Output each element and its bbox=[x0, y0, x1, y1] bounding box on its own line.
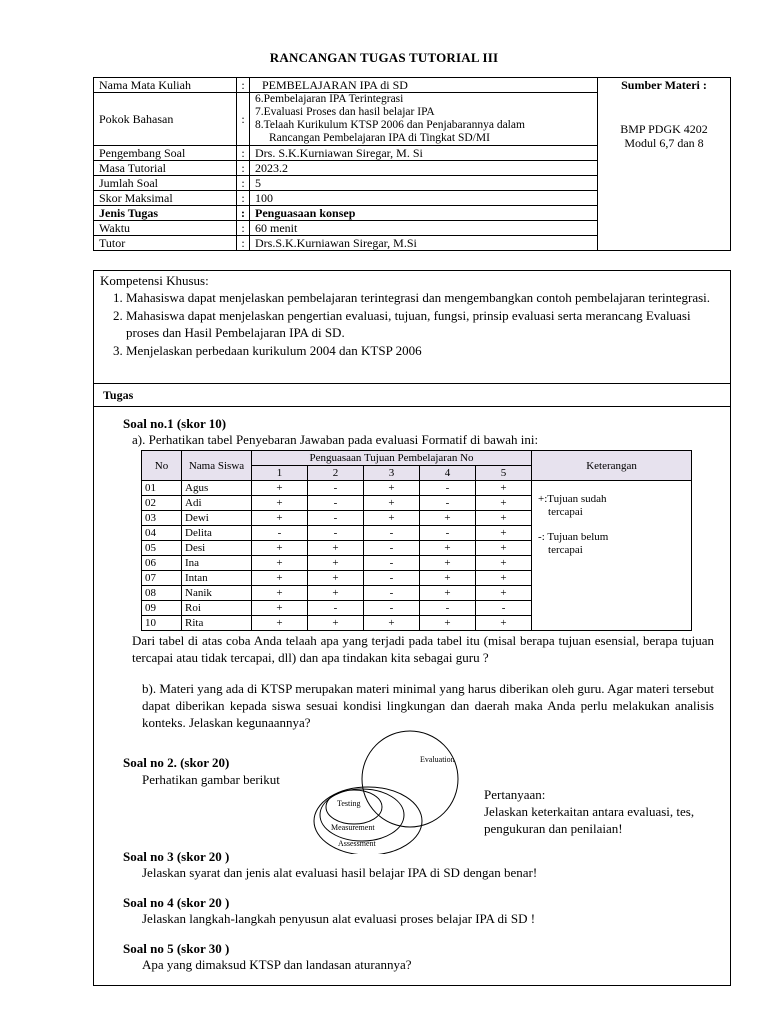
header-table bbox=[93, 77, 731, 251]
header-row-mata-kuliah bbox=[94, 78, 731, 93]
value-skor-maksimal: 100 bbox=[250, 191, 598, 206]
value-pokok-bahasan bbox=[250, 93, 598, 146]
cell-no: 05 bbox=[142, 541, 182, 556]
tugas-label: Tugas bbox=[103, 388, 134, 402]
value-masa-tutorial: 2023.2 bbox=[250, 161, 598, 176]
cell-no: 08 bbox=[142, 586, 182, 601]
cell-tujuan-2: + bbox=[308, 571, 364, 586]
kompetensi-list bbox=[100, 289, 724, 359]
pokok-item-7: 7.Evaluasi Proses dan hasil belajar IPA bbox=[255, 106, 435, 118]
col-keterangan: Keterangan bbox=[532, 451, 692, 481]
cell-tujuan-5: + bbox=[476, 556, 532, 571]
cell-tujuan-2: + bbox=[308, 556, 364, 571]
sep: : bbox=[237, 176, 250, 191]
cell-tujuan-4: + bbox=[420, 556, 476, 571]
col-no: No bbox=[142, 451, 182, 481]
soal3-title: Soal no 3 (skor 20 ) bbox=[123, 849, 230, 864]
col-penguasaan: Penguasaan Tujuan Pembelajaran No bbox=[252, 451, 532, 466]
value-tutor: Drs.S.K.Kurniawan Siregar, M.Si bbox=[250, 236, 598, 251]
soal2-title: Soal no 2. (skor 20) bbox=[123, 755, 230, 770]
sep: : bbox=[237, 161, 250, 176]
cell-tujuan-4: + bbox=[420, 616, 476, 631]
cell-tujuan-5: + bbox=[476, 586, 532, 601]
cell-tujuan-3: - bbox=[364, 541, 420, 556]
cell-tujuan-2: - bbox=[308, 526, 364, 541]
table-row bbox=[142, 481, 692, 496]
cell-nama: Roi bbox=[182, 601, 252, 616]
ket-plus-label-cont: tercapai bbox=[548, 506, 583, 518]
col-tujuan-3: 3 bbox=[364, 466, 420, 481]
label-mata-kuliah: Nama Mata Kuliah bbox=[94, 78, 237, 93]
sumber-cell bbox=[598, 78, 731, 251]
cell-tujuan-1: + bbox=[252, 481, 308, 496]
label-waktu: Waktu bbox=[94, 221, 237, 236]
col-tujuan-2: 2 bbox=[308, 466, 364, 481]
soal2-text: Perhatikan gambar berikut bbox=[142, 772, 280, 787]
penyebaran-jawaban-table bbox=[141, 450, 692, 631]
cell-tujuan-1: - bbox=[252, 526, 308, 541]
measurement-circle bbox=[320, 789, 404, 841]
col-tujuan-4: 4 bbox=[420, 466, 476, 481]
cell-tujuan-3: + bbox=[364, 496, 420, 511]
col-nama-siswa: Nama Siswa bbox=[182, 451, 252, 481]
sumber-title: Sumber Materi : bbox=[621, 78, 707, 92]
cell-tujuan-3: + bbox=[364, 481, 420, 496]
cell-no: 07 bbox=[142, 571, 182, 586]
kompetensi-item: 3. Menjelaskan perbedaan kurikulum 2004 dan KTSP 2006 bbox=[126, 342, 724, 359]
cell-no: 02 bbox=[142, 496, 182, 511]
cell-tujuan-1: + bbox=[252, 496, 308, 511]
cell-nama: Ina bbox=[182, 556, 252, 571]
cell-tujuan-2: - bbox=[308, 496, 364, 511]
cell-tujuan-1: + bbox=[252, 601, 308, 616]
page-title: RANCANGAN TUGAS TUTORIAL III bbox=[269, 50, 499, 65]
cell-tujuan-2: + bbox=[308, 586, 364, 601]
pokok-item-8-cont: Rancangan Pembelajaran IPA di Tingkat SD/MI bbox=[269, 132, 490, 144]
cell-tujuan-5: + bbox=[476, 616, 532, 631]
cell-tujuan-5: + bbox=[476, 541, 532, 556]
soal4-title: Soal no 4 (skor 20 ) bbox=[123, 895, 230, 910]
cell-nama: Agus bbox=[182, 481, 252, 496]
cell-tujuan-4: + bbox=[420, 541, 476, 556]
ket-minus-label-cont: tercapai bbox=[548, 544, 583, 556]
cell-tujuan-1: + bbox=[252, 616, 308, 631]
tugas-bar bbox=[94, 383, 730, 407]
value-jumlah-soal: 5 bbox=[250, 176, 598, 191]
sep: : bbox=[237, 191, 250, 206]
cell-tujuan-5: - bbox=[476, 601, 532, 616]
sumber-line1: BMP PDGK 4202 bbox=[620, 122, 708, 136]
testing-label: Testing bbox=[337, 799, 361, 808]
label-jumlah-soal: Jumlah Soal bbox=[94, 176, 237, 191]
label-skor-maksimal: Skor Maksimal bbox=[94, 191, 237, 206]
ket-minus-label: -: Tujuan belum bbox=[538, 531, 609, 543]
cell-tujuan-2: - bbox=[308, 481, 364, 496]
cell-tujuan-3: - bbox=[364, 601, 420, 616]
soal3-text: Jelaskan syarat dan jenis alat evaluasi hasil belajar IPA di SD dengan benar! bbox=[142, 865, 538, 880]
cell-tujuan-4: + bbox=[420, 511, 476, 526]
soal1-after: Dari tabel di atas coba Anda telaah apa yang terjadi pada tabel itu (misal berapa tujuan esensial, berapa tujuan tercapai atau tidak tercapai, dll) dan apa tindakan kita sebagai guru ? bbox=[132, 633, 714, 665]
cell-nama: Dewi bbox=[182, 511, 252, 526]
cell-tujuan-2: + bbox=[308, 541, 364, 556]
cell-nama: Desi bbox=[182, 541, 252, 556]
cell-tujuan-4: - bbox=[420, 481, 476, 496]
cell-tujuan-4: - bbox=[420, 496, 476, 511]
cell-no: 06 bbox=[142, 556, 182, 571]
cell-tujuan-3: - bbox=[364, 586, 420, 601]
cell-tujuan-5: + bbox=[476, 511, 532, 526]
value-jenis-tugas: Penguasaan konsep bbox=[250, 206, 598, 221]
cell-tujuan-3: - bbox=[364, 571, 420, 586]
evaluation-label: Evaluation bbox=[420, 755, 455, 764]
cell-nama: Nanik bbox=[182, 586, 252, 601]
evaluation-circle bbox=[362, 731, 458, 827]
soal4-text: Jelaskan langkah-langkah penyusun alat evaluasi proses belajar IPA di SD ! bbox=[142, 911, 536, 926]
cell-nama: Rita bbox=[182, 616, 252, 631]
soal5-text: Apa yang dimaksud KTSP dan landasan aturannya? bbox=[142, 957, 412, 972]
measurement-label: Measurement bbox=[331, 823, 375, 832]
label-tutor: Tutor bbox=[94, 236, 237, 251]
value-waktu: 60 menit bbox=[250, 221, 598, 236]
kompetensi-title: Kompetensi Khusus: bbox=[100, 273, 209, 288]
cell-no: 09 bbox=[142, 601, 182, 616]
cell-tujuan-2: - bbox=[308, 511, 364, 526]
cell-nama: Adi bbox=[182, 496, 252, 511]
cell-tujuan-5: + bbox=[476, 481, 532, 496]
cell-tujuan-2: - bbox=[308, 601, 364, 616]
task-box bbox=[93, 270, 731, 986]
kompetensi-item: 1. Mahasiswa dapat menjelaskan pembelajaran terintegrasi dan mengembangkan contoh pembelajaran terintegrasi. bbox=[126, 289, 724, 306]
cell-tujuan-1: + bbox=[252, 571, 308, 586]
sumber-line2: Modul 6,7 dan 8 bbox=[624, 136, 704, 150]
sep: : bbox=[237, 221, 250, 236]
pertanyaan-text: Jelaskan keterkaitan antara evaluasi, tes, pengukuran dan penilaian! bbox=[484, 804, 695, 836]
col-tujuan-5: 5 bbox=[476, 466, 532, 481]
kompetensi-item: 2. Mahasiswa dapat menjelaskan pengertian evaluasi, tujuan, fungsi, prinsip evaluasi serta merancang Evaluasi proses dan Hasil Pembelajaran IPA di SD. bbox=[126, 307, 724, 341]
cell-nama: Intan bbox=[182, 571, 252, 586]
sep: : bbox=[237, 93, 250, 146]
soal5-title: Soal no 5 (skor 30 ) bbox=[123, 941, 230, 956]
cell-tujuan-4: + bbox=[420, 571, 476, 586]
cell-tujuan-1: + bbox=[252, 556, 308, 571]
soal1-title: Soal no.1 (skor 10) bbox=[123, 416, 227, 431]
value-mata-kuliah: PEMBELAJARAN IPA di SD bbox=[250, 78, 598, 93]
cell-tujuan-3: + bbox=[364, 511, 420, 526]
label-pengembang-soal: Pengembang Soal bbox=[94, 146, 237, 161]
soal1-intro: a). Perhatikan tabel Penyebaran Jawaban pada evaluasi Formatif di bawah ini: bbox=[132, 432, 539, 447]
table-header-row bbox=[142, 451, 692, 466]
cell-tujuan-3: + bbox=[364, 616, 420, 631]
cell-tujuan-1: + bbox=[252, 511, 308, 526]
sep: : bbox=[237, 78, 250, 93]
cell-no: 01 bbox=[142, 481, 182, 496]
cell-tujuan-5: + bbox=[476, 496, 532, 511]
cell-nama: Delita bbox=[182, 526, 252, 541]
col-tujuan-1: 1 bbox=[252, 466, 308, 481]
cell-tujuan-3: - bbox=[364, 526, 420, 541]
cell-tujuan-4: + bbox=[420, 586, 476, 601]
sep: : bbox=[237, 206, 250, 221]
pokok-item-6: 6.Pembelajaran IPA Terintegrasi bbox=[255, 93, 404, 105]
assessment-label: Assessment bbox=[338, 839, 376, 848]
pertanyaan-title: Pertanyaan: bbox=[484, 787, 546, 802]
ket-plus-label: +:Tujuan sudah bbox=[538, 493, 607, 505]
cell-tujuan-5: + bbox=[476, 571, 532, 586]
pokok-item-8: 8.Telaah Kurikulum KTSP 2006 dan Penjabarannya dalam bbox=[255, 119, 525, 131]
keterangan-cell bbox=[532, 481, 692, 631]
value-pengembang-soal: Drs. S.K.Kurniawan Siregar, M. Si bbox=[250, 146, 598, 161]
pertanyaan-block bbox=[484, 786, 724, 837]
sep: : bbox=[237, 236, 250, 251]
label-pokok-bahasan: Pokok Bahasan bbox=[94, 93, 237, 146]
cell-no: 10 bbox=[142, 616, 182, 631]
label-masa-tutorial: Masa Tutorial bbox=[94, 161, 237, 176]
kompetensi-section bbox=[100, 272, 724, 360]
cell-no: 03 bbox=[142, 511, 182, 526]
cell-tujuan-5: + bbox=[476, 526, 532, 541]
cell-tujuan-1: + bbox=[252, 586, 308, 601]
sep: : bbox=[237, 146, 250, 161]
cell-tujuan-4: - bbox=[420, 601, 476, 616]
cell-tujuan-2: + bbox=[308, 616, 364, 631]
cell-tujuan-4: - bbox=[420, 526, 476, 541]
label-jenis-tugas: Jenis Tugas bbox=[94, 206, 237, 221]
soal1-b: b). Materi yang ada di KTSP merupakan materi minimal yang harus diberikan oleh guru. Agar materi tersebut dapat diberikan kepada siswa sesuai kondisi lingkungan dan daerah maka Anda perlu melakukan analisis konteks. Jelaskan kegunaannya? bbox=[142, 681, 714, 730]
cell-tujuan-3: - bbox=[364, 556, 420, 571]
cell-no: 04 bbox=[142, 526, 182, 541]
cell-tujuan-1: + bbox=[252, 541, 308, 556]
venn-diagram bbox=[304, 729, 474, 854]
